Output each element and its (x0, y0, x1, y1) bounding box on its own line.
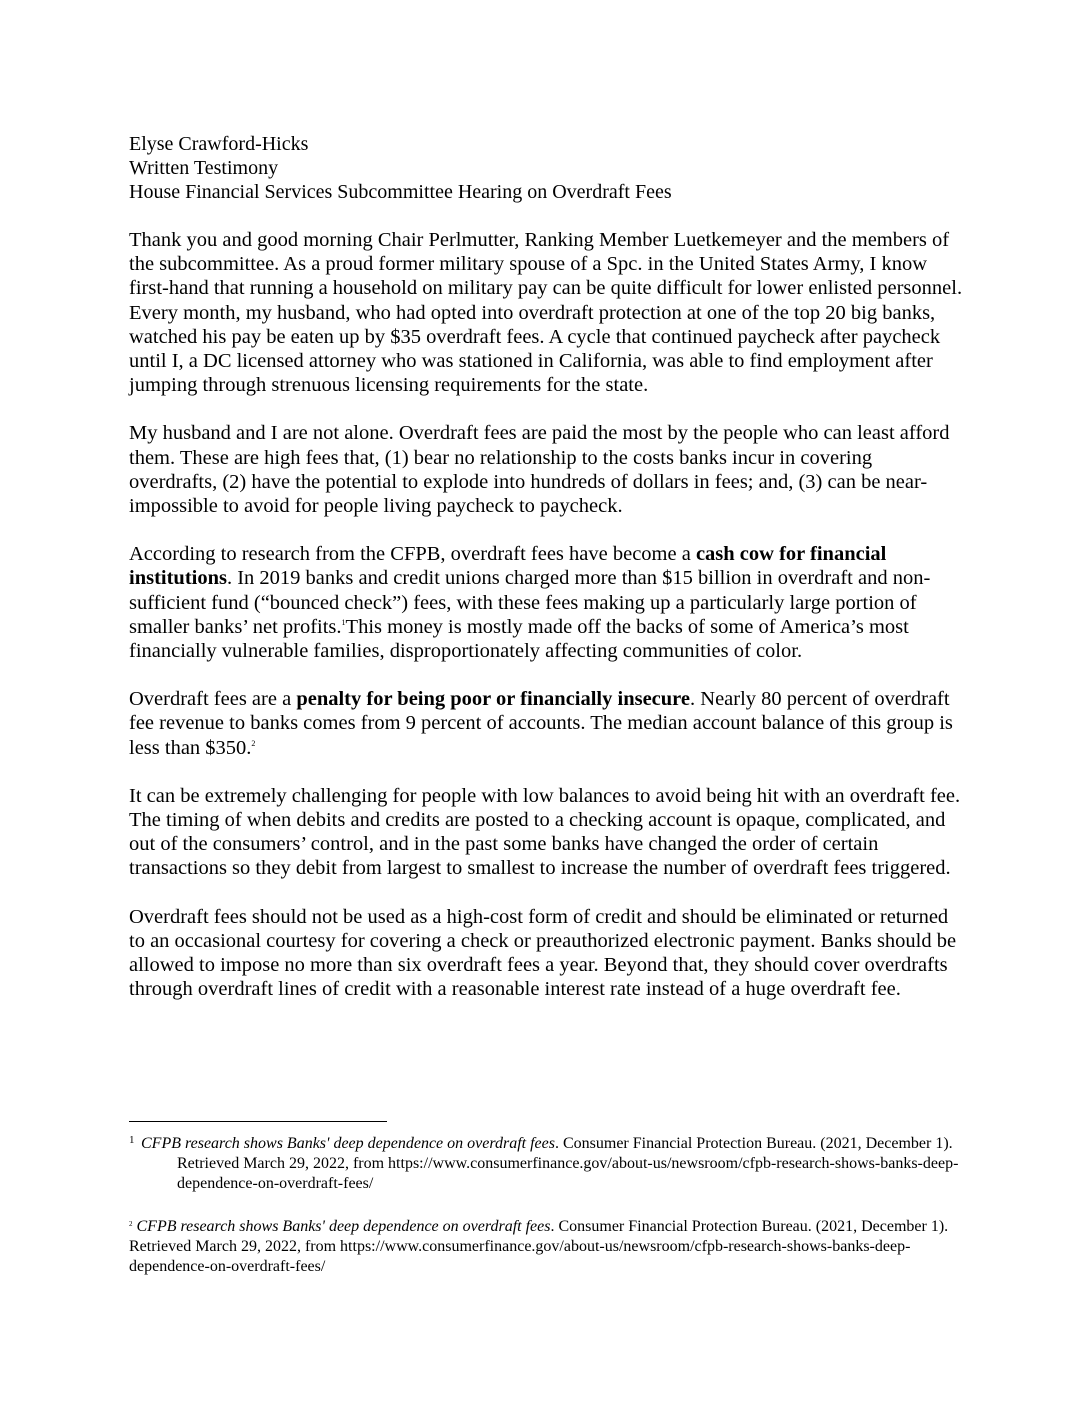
emphasis-penalty: penalty for being poor or financially insecure (296, 688, 691, 711)
paragraph-opening: Thank you and good morning Chair Perlmutter, Ranking Member Luetkemeyer and the members of the subcommittee. As a proud former military spouse of a Spc. in the United States Army, I know first-hand that running a household on military pay can be quite difficult for lower enlisted personnel. Every month, my husband, who had opted into overdraft protection at one of the top 20 big banks, watched his pay be eaten up by $35 overdraft fees. A cycle that continued paycheck after paycheck until I, a DC licensed attorney who was stationed in California, was able to find employment after jumping through strenuous licensing requirements for the state. (129, 229, 963, 397)
footnote-reference-2[interactable]: 2 (251, 738, 256, 748)
paragraph-not-alone: My husband and I are not alone. Overdraft fees are paid the most by the people who can least afford them. These are high fees that, (1) bear no relationship to the costs banks incur in covering overdrafts, (2) have the potential to explode into hundreds of dollars in fees; and, (3) can be near-impossible to avoid for people living paycheck to paycheck. (129, 422, 950, 518)
footnote-number: 1 (129, 1134, 135, 1146)
testimony-header (129, 132, 969, 204)
footnote-citation: . Consumer Financial Protection Bureau. (2021, December 1). Retrieved March 29, 2022, from https://www.consumerfinance.gov/about-us/newsroom/cfpb-research-shows-banks-deep-dependence-on-overdraft-fees/ (177, 1135, 959, 1192)
testimony-body (129, 228, 964, 1025)
footnote-2 (129, 1214, 959, 1277)
document-type: Written Testimony (129, 157, 279, 179)
paragraph-cfpb-research (129, 542, 964, 663)
paragraph-text: . In 2019 banks and credit unions charged more than $15 billion in overdraft and non-sufficient fund (“bounced check”) fees, with these fees making up a particularly large portion of smaller banks’ net profits. (129, 567, 931, 638)
footnote-1 (129, 1130, 959, 1194)
paragraph-text: According to research from the CFPB, overdraft fees have become a (129, 543, 696, 566)
paragraph-text: Overdraft fees are a (129, 688, 297, 711)
footnote-title: CFPB research shows Banks' deep dependence on overdraft fees (136, 1218, 551, 1235)
footnotes (129, 1130, 959, 1277)
paragraph-challenging: It can be extremely challenging for people with low balances to avoid being hit with an overdraft fee. The timing of when debits and credits are posted to a checking account is opaque, complicated, and out of the consumers’ control, and in the past some banks have changed the order of certain transactions so they debit from largest to smallest to increase the number of overdraft fees triggered. (129, 784, 961, 880)
footnote-reference-1[interactable]: 1 (341, 618, 346, 628)
footnote-separator (129, 1121, 387, 1122)
author-name: Elyse Crawford-Hicks (129, 133, 309, 155)
paragraph-recommendation: Overdraft fees should not be used as a high-cost form of credit and should be eliminated or returned to an occasional courtesy for covering a check or preauthorized electronic payment. Banks should be allowed to impose no more than six overdraft fees a year. Beyond that, they should cover overdrafts through overdraft lines of credit with a reasonable interest rate instead of a huge overdraft fee. (129, 905, 957, 1001)
paragraph-text: . Nearly 80 percent of overdraft fee revenue to banks comes from 9 percent of accounts. The median account balance of this group is less than $350. (129, 688, 953, 759)
footnote-citation: . Consumer Financial Protection Bureau. (2021, December 1). Retrieved March 29, 2022, from https://www.consumerfinance.gov/about-us/newsroom/cfpb-research-shows-banks-deep-dependence-on-overdraft-fees/ (129, 1218, 949, 1275)
footnote-number: 2 (129, 1220, 133, 1228)
hearing-title: House Financial Services Subcommittee Hearing on Overdraft Fees (129, 181, 672, 203)
emphasis-cash-cow: cash cow for financial institutions (129, 543, 887, 590)
footnote-title: CFPB research shows Banks' deep dependence on overdraft fees (141, 1135, 555, 1152)
paragraph-penalty (129, 687, 964, 760)
paragraph-text: This money is mostly made off the backs of some of America’s most financially vulnerable families, disproportionately affecting communities of color. (129, 615, 909, 663)
